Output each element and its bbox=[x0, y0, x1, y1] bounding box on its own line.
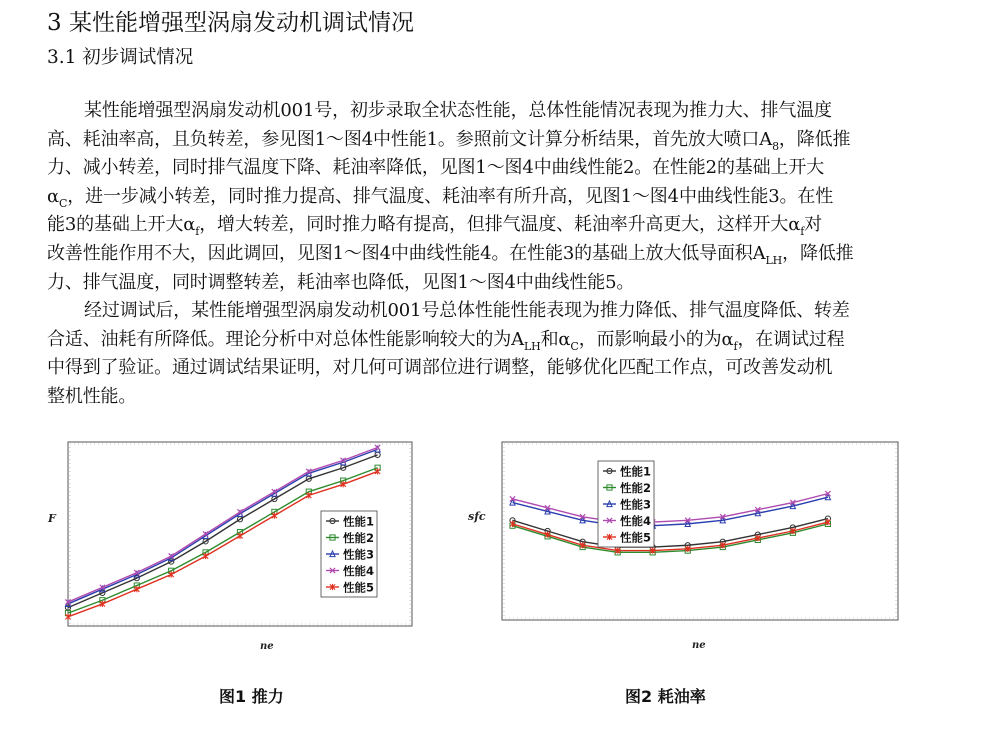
subscript: C bbox=[570, 339, 579, 353]
text-run: 中得到了验证。通过调试结果证明，对几何可调部位进行调整，能够优化匹配工作点，可改善发动机 bbox=[47, 357, 833, 379]
text-run: 和α bbox=[540, 328, 571, 350]
text-run: 经过调试后，某性能增强型涡扇发动机001号总体性能性能表现为推力降低、排气温度降低、转差 bbox=[84, 300, 850, 322]
figure-2-caption: 图2 耗油率 bbox=[625, 687, 706, 706]
legend bbox=[598, 461, 654, 547]
figure-1-caption: 图1 推力 bbox=[219, 687, 284, 706]
subscript: LH bbox=[523, 339, 541, 353]
text-run: 某性能增强型涡扇发动机001号，初步录取全状态性能，总体性能情况表现为推力大、排气温度 bbox=[84, 100, 832, 121]
text-run: ，进一步减小转差，同时推力提高、排气温度、耗油率有所升高，见图1～图4中曲线性能3。在性 bbox=[67, 185, 834, 207]
text-line bbox=[47, 297, 907, 326]
plot-frame bbox=[502, 442, 898, 620]
legend-label: 性能2 bbox=[620, 481, 652, 495]
text-line bbox=[47, 211, 907, 240]
subsection-heading: 3.1 初步调试情况 bbox=[47, 47, 194, 68]
legend-label: 性能1 bbox=[343, 514, 375, 529]
text-run: ，降低推 bbox=[782, 242, 854, 264]
paragraph bbox=[47, 97, 907, 297]
text-run: 整机性能。 bbox=[47, 385, 137, 407]
text-line bbox=[47, 383, 907, 412]
figure-1-thrust-chart bbox=[40, 436, 420, 666]
legend-label: 性能5 bbox=[343, 580, 375, 595]
legend-label: 性能3 bbox=[343, 547, 375, 562]
text-line bbox=[47, 269, 907, 298]
subscript: f bbox=[733, 339, 738, 353]
text-line bbox=[47, 97, 907, 126]
legend-label: 性能4 bbox=[343, 564, 375, 578]
subscript: f bbox=[800, 225, 805, 239]
text-run: 改善性能作用不大，因此调回，见图1～图4中曲线性能4。在性能3的基础上放大低导面积A bbox=[47, 242, 766, 264]
legend-label: 性能5 bbox=[620, 530, 652, 545]
y-axis-label: F bbox=[48, 512, 56, 525]
text-run: ，而影响最小的为α bbox=[578, 328, 734, 350]
subscript: C bbox=[59, 196, 68, 210]
legend bbox=[321, 511, 377, 597]
subscript: LH bbox=[765, 253, 783, 267]
x-axis-label: ne bbox=[692, 640, 706, 651]
figure-2-sfc-chart bbox=[460, 436, 910, 666]
text-run: 力、减小转差，同时排气温度下降、耗油率降低，见图1～图4中曲线性能2。在性能2的基础上开大 bbox=[47, 157, 825, 179]
text-line bbox=[47, 183, 907, 212]
body-text bbox=[47, 97, 907, 412]
legend-label: 性能4 bbox=[620, 514, 652, 528]
text-run: 对 bbox=[804, 214, 823, 236]
legend-label: 性能1 bbox=[620, 464, 652, 479]
text-line bbox=[47, 126, 907, 155]
text-run: α bbox=[47, 185, 60, 207]
legend-label: 性能2 bbox=[343, 531, 375, 545]
text-run: ，在调试过程 bbox=[737, 328, 845, 350]
text-line bbox=[47, 354, 907, 383]
text-line bbox=[47, 154, 907, 183]
text-line bbox=[47, 326, 907, 355]
text-run: 能3的基础上开大α bbox=[47, 214, 196, 236]
subscript: f bbox=[195, 225, 200, 239]
section-heading: 3 某性能增强型涡扇发动机调试情况 bbox=[47, 10, 414, 36]
text-line bbox=[47, 240, 907, 269]
text-run: ，降低推 bbox=[778, 128, 851, 150]
subscript: 8 bbox=[772, 139, 779, 153]
text-run: 高、耗油率高，且负转差，参见图1～图4中性能1。参照前文计算分析结果，首先放大喷口A bbox=[47, 128, 773, 150]
y-axis-label: sfc bbox=[468, 510, 486, 523]
text-run: ，增大转差，同时推力略有提高，但排气温度、耗油率升高更大，这样开大α bbox=[199, 214, 801, 236]
legend-label: 性能3 bbox=[620, 497, 652, 512]
text-run: 合适、油耗有所降低。理论分析中对总体性能影响较大的为A bbox=[47, 328, 524, 350]
paragraph bbox=[47, 297, 907, 411]
text-run: 力、排气温度，同时调整转差，耗油率也降低，见图1～图4中曲线性能5。 bbox=[47, 271, 635, 293]
x-axis-label: ne bbox=[260, 641, 274, 652]
